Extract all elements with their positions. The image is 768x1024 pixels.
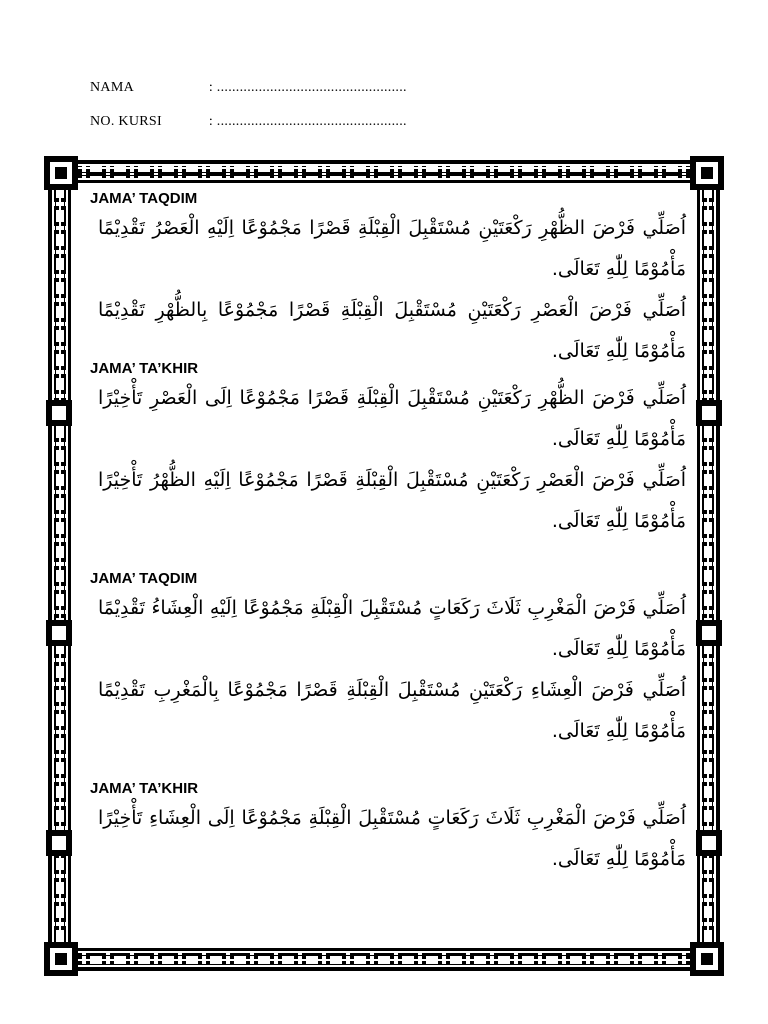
section-jama-takhir-maghrib bbox=[90, 780, 690, 880]
niat-paragraph: اُصَلِّي فَرْضَ الْمَغْرِبِ ثَلَاثَ رَكَعَاتٍ مُسْتَقْبِلَ الْقِبْلَةِ مَجْمُوْعًا اِلَى الْعِشَاءِ تَأْخِيْرًا مَأْمُوْمًا لِلّٰهِ تَعَالَى. bbox=[98, 807, 686, 870]
niat-paragraph: اُصَلِّي فَرْضَ الْمَغْرِبِ ثَلَاثَ رَكَعَاتٍ مُسْتَقْبِلَ الْقِبْلَةِ مَجْمُوْعًا اِلَيْهِ الْعِشَاءُ تَقْدِيْمًا مَأْمُوْمًا لِلّٰهِ تَعَالَى. bbox=[98, 597, 686, 660]
niat-paragraph: اُصَلِّي فَرْضَ الظُّهْرِ رَكْعَتَيْنِ مُسْتَقْبِلَ الْقِبْلَةِ قَصْرًا مَجْمُوْعًا اِلَيْهِ الْعَصْرُ تَقْدِيْمًا مَأْمُوْمًا لِلّٰهِ تَعَالَى. bbox=[98, 217, 686, 280]
niat-paragraph: اُصَلِّي فَرْضَ الْعِشَاءِ رَكْعَتَيْنِ مُسْتَقْبِلَ الْقِبْلَةِ قَصْرًا مَجْمُوْعًا بِالْمَغْرِبِ تَقْدِيْمًا مَأْمُوْمًا لِلّٰهِ تَعَالَى. bbox=[98, 679, 686, 742]
niat-paragraph: اُصَلِّي فَرْضَ الْعَصْرِ رَكْعَتَيْنِ مُسْتَقْبِلَ الْقِبْلَةِ قَصْرًا مَجْمُوْعًا بِالظُّهْرِ تَقْدِيْمًا مَأْمُوْمًا لِلّٰهِ تَعَالَى. bbox=[98, 299, 686, 362]
border-corner-bottom-left bbox=[44, 942, 78, 976]
section-jama-takhir-zuhur bbox=[90, 360, 690, 542]
section-jama-taqdim-maghrib bbox=[90, 570, 690, 752]
section-heading: JAMA’ TAQDIM bbox=[90, 190, 198, 207]
seat-label: NO. KURSI bbox=[90, 114, 162, 129]
section-heading: JAMA’ TA’KHIR bbox=[90, 780, 199, 797]
seat-field[interactable]: : .................................................. bbox=[208, 114, 407, 129]
border-bottom-line bbox=[70, 948, 698, 951]
name-field[interactable]: : .................................................. bbox=[208, 80, 407, 95]
niat-paragraph: اُصَلِّي فَرْضَ الْعَصْرِ رَكْعَتَيْنِ مُسْتَقْبِلَ الْقِبْلَةِ قَصْرًا مَجْمُوْعًا اِلَيْهِ الظُّهْرُ تَأْخِيْرًا مَأْمُوْمًا لِلّٰهِ تَعَالَى. bbox=[98, 469, 686, 532]
section-heading: JAMA’ TAQDIM bbox=[90, 570, 198, 587]
border-top-line bbox=[70, 160, 698, 164]
border-corner-top-right bbox=[690, 156, 724, 190]
name-label: NAMA bbox=[90, 80, 134, 95]
border-bottom-band bbox=[70, 953, 698, 965]
niat-paragraph: اُصَلِّي فَرْضَ الظُّهْرِ رَكْعَتَيْنِ مُسْتَقْبِلَ الْقِبْلَةِ قَصْرًا مَجْمُوْعًا اِلَى الْعَصْرِ تَأْخِيْرًا مَأْمُوْمًا لِلّٰهِ تَعَالَى. bbox=[98, 387, 686, 450]
border-top-band bbox=[70, 166, 698, 178]
section-heading: JAMA’ TA’KHIR bbox=[90, 360, 199, 377]
border-corner-top-left bbox=[44, 156, 78, 190]
border-corner-bottom-right bbox=[690, 942, 724, 976]
section-jama-taqdim-zuhur bbox=[90, 190, 690, 372]
